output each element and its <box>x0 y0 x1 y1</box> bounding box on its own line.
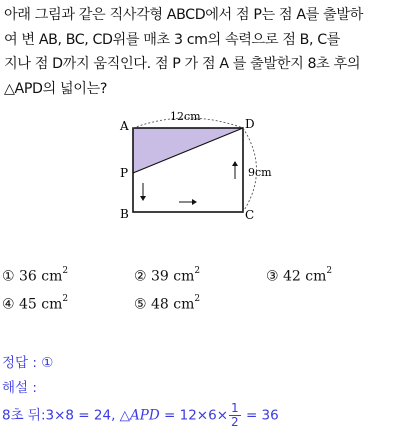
explanation-line <box>2 402 279 436</box>
choice-4[interactable]: ④ 45 $cm^2$ <box>2 294 69 313</box>
right-length-label: 9cm <box>248 166 272 179</box>
explanation-title: 해설 : <box>2 380 37 396</box>
choice-row-1 <box>2 268 398 296</box>
right-arrow-head <box>192 199 197 205</box>
choice-1[interactable]: ① 36 $cm^2$ <box>2 266 69 285</box>
answer-line: 정답 : ① <box>2 355 54 371</box>
rectangle-figure <box>112 106 272 222</box>
label-p: P <box>120 166 129 180</box>
down-arrow-head <box>140 196 146 201</box>
fraction-denominator: 2 <box>231 415 239 429</box>
label-b: B <box>120 207 129 221</box>
up-arrow-head <box>232 161 238 166</box>
choice-row-2 <box>2 296 398 324</box>
explanation-eq: = 12×6× <box>159 407 229 424</box>
explanation-result: = 36 <box>241 407 279 424</box>
label-d: D <box>245 117 255 131</box>
rectangle-diagram <box>112 106 272 222</box>
fraction-numerator: 1 <box>231 401 239 415</box>
problem-line-2: 여 변 AB, BC, CD위를 매초 3 cm의 속력으로 점 B, C를 <box>4 31 341 48</box>
choice-5[interactable]: ⑤ 48 $cm^2$ <box>134 294 201 313</box>
label-c: C <box>245 208 255 222</box>
explanation-apd: APD <box>130 407 160 424</box>
problem-line-4: △APD의 넓이는? <box>4 80 107 97</box>
problem-text <box>4 3 398 101</box>
answer-choices <box>2 268 398 324</box>
top-length-label: 12cm <box>170 110 201 123</box>
choice-3[interactable]: ③ 42 $cm^2$ <box>266 266 333 285</box>
label-a: A <box>120 119 129 133</box>
problem-line-1: 아래 그림과 같은 직사각형 ABCD에서 점 P는 점 A를 출발하 <box>4 7 363 23</box>
choice-2[interactable]: ② 39 $cm^2$ <box>134 266 201 285</box>
explanation-prefix: 8초 뒤:3×8 = 24, △ <box>2 407 131 424</box>
problem-line-3: 지나 점 D까지 움직인다. 점 P 가 점 A 를 출발한지 8초 후의 <box>4 56 361 72</box>
fraction-one-half <box>229 402 241 429</box>
